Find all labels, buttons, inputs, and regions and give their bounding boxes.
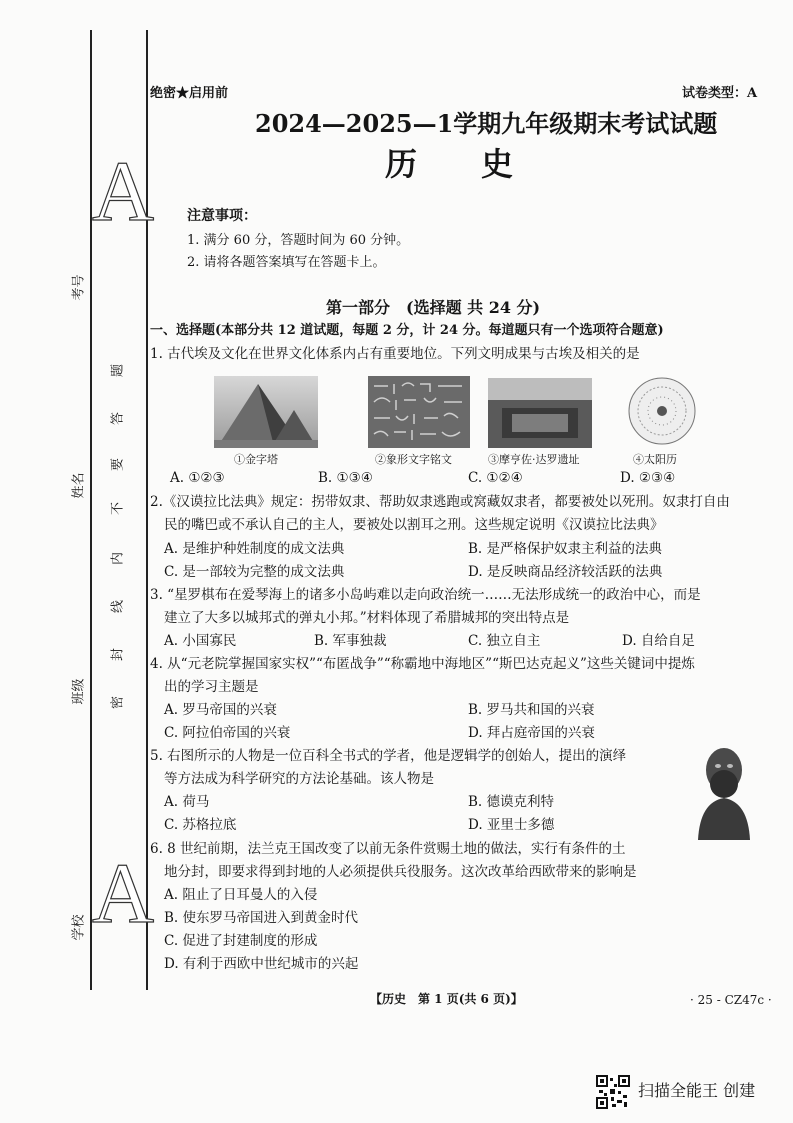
seal-char: 线 (110, 600, 126, 614)
label-xingming-text: 姓名 (71, 472, 87, 499)
image-caption: ①金字塔 (234, 453, 278, 466)
image-caption: ②象形文字铭文 (375, 453, 452, 466)
seal-char: 答 (110, 412, 126, 426)
seal-char: 题 (110, 364, 126, 378)
pyramid-drawing (214, 376, 318, 448)
question-4-stem: 出的学习主题是 (164, 679, 259, 695)
mohenjo-daro-drawing (488, 378, 592, 448)
image-caption: ③摩亨佐·达罗遗址 (488, 453, 580, 466)
seal-char: 密 (110, 696, 126, 710)
image-caption: ④太阳历 (633, 453, 677, 466)
question-6-option[interactable]: B. 使东罗马帝国进入到黄金时代 (164, 910, 359, 926)
label-banji-text: 班级 (71, 678, 87, 705)
question-2-option[interactable]: D. 是反映商品经济较活跃的法典 (468, 564, 663, 580)
question-3-option[interactable]: C. 独立自主 (468, 633, 541, 649)
question-1-option[interactable]: B. ①③④ (318, 470, 373, 486)
question-4-option[interactable]: C. 阿拉伯帝国的兴衰 (164, 725, 291, 741)
label-banji (68, 675, 87, 705)
question-3-option[interactable]: B. 军事独裁 (314, 633, 387, 649)
question-5-option[interactable]: B. 德谟克利特 (468, 794, 555, 810)
aristotle-bust-image (688, 740, 760, 840)
question-5-option[interactable]: A. 荷马 (164, 794, 210, 810)
question-3-option[interactable]: D. 自给自足 (622, 633, 695, 649)
watermark-a-top: A (92, 143, 155, 239)
question-2-stem: 民的嘴巴或不承认自己的主人，要被处以割耳之刑。这些规定说明《汉谟拉比法典》 (164, 517, 664, 533)
secret-label: 绝密★启用前 (150, 86, 229, 101)
question-2-option[interactable]: A. 是维护种姓制度的成文法典 (164, 541, 345, 557)
notice-heading: 注意事项： (187, 208, 257, 224)
question-4-option[interactable]: B. 罗马共和国的兴衰 (468, 702, 595, 718)
seal-char: 内 (110, 552, 126, 566)
watermark-a-bottom: A (92, 845, 155, 941)
solar-calendar-drawing (626, 375, 698, 447)
question-2-option[interactable]: C. 是一部较为完整的成文法典 (164, 564, 345, 580)
hieroglyph-drawing (368, 376, 470, 448)
subject-title: 历 史 (385, 145, 514, 183)
hieroglyph-image (368, 376, 470, 448)
question-1-option[interactable]: D. ②③④ (620, 470, 676, 486)
question-6-option[interactable]: C. 促进了封建制度的形成 (164, 933, 318, 949)
mohenjo-daro-image (488, 378, 592, 448)
notice-item: 1. 满分 60 分，答题时间为 60 分钟。 (187, 233, 410, 248)
question-4-option[interactable]: D. 拜占庭帝国的兴衰 (468, 725, 595, 741)
question-3-option[interactable]: A. 小国寡民 (164, 633, 237, 649)
question-2-stem: 2.《汉谟拉比法典》规定：拐带奴隶、帮助奴隶逃跑或窝藏奴隶者，都要被处以死刑。奴隶打自由 (150, 494, 730, 510)
bust-drawing (688, 740, 760, 840)
seal-char: 要 (110, 458, 126, 472)
label-xingming (68, 469, 87, 499)
seal-char: 封 (110, 648, 126, 662)
pyramid-image (214, 376, 318, 448)
question-3-stem: 3. “星罗棋布在爱琴海上的诸多小岛屿难以走向政治统一……无法形成统一的政治中心，而是 (150, 587, 701, 603)
part1-title: 第一部分 (选择题 共 24 分) (326, 298, 541, 317)
part1-instruction: 一、选择题(本部分共 12 道试题，每题 2 分，计 24 分。每道题只有一个选项符合题意) (150, 323, 664, 338)
paper-code: · 25 - CZ47c · (690, 993, 772, 1007)
question-6-option[interactable]: D. 有利于西欧中世纪城市的兴起 (164, 956, 359, 972)
label-kaohao-text: 考号 (71, 274, 87, 301)
question-4-option[interactable]: A. 罗马帝国的兴衰 (164, 702, 277, 718)
question-5-stem: 5. 右图所示的人物是一位百科全书式的学者，他是逻辑学的创始人，提出的演绎 (150, 748, 627, 764)
label-kaohao (68, 271, 87, 301)
seal-char: 不 (110, 502, 126, 516)
question-1-option[interactable]: C. ①②④ (468, 470, 523, 486)
question-1-stem: 1. 古代埃及文化在世界文化体系内占有重要地位。下列文明成果与古埃及相关的是 (150, 346, 640, 362)
qr-code-drawing (596, 1075, 630, 1109)
notice-item: 2. 请将各题答案填写在答题卡上。 (187, 255, 386, 270)
question-5-option[interactable]: D. 亚里士多德 (468, 817, 555, 833)
question-1-option[interactable]: A. ①②③ (170, 470, 225, 486)
qr-code-icon (596, 1075, 630, 1109)
question-6-option[interactable]: A. 阻止了日耳曼人的入侵 (164, 887, 318, 903)
label-xuexiao (68, 911, 87, 941)
question-6-stem: 6. 8 世纪前期，法兰克王国改变了以前无条件赏赐土地的做法，实行有条件的土 (150, 841, 626, 857)
page-footer: 【历史 第 1 页(共 6 页)】 (370, 992, 523, 1006)
exam-title: 2024—2025—1学期九年级期末考试试题 (255, 109, 718, 138)
scanner-watermark: 扫描全能王 创建 (638, 1081, 756, 1100)
solar-calendar-image (626, 375, 698, 447)
question-4-stem: 4. 从“元老院掌握国家实权”“布匿战争”“称霸地中海地区”“斯巴达克起义”这些关键词中提炼 (150, 656, 695, 672)
question-5-stem: 等方法成为科学研究的方法论基础。该人物是 (164, 771, 434, 787)
question-3-stem: 建立了大多以城邦式的弹丸小邦。”材料体现了希腊城邦的突出特点是 (164, 610, 570, 626)
question-6-stem: 地分封，即要求得到封地的人必须提供兵役服务。这次改革给西欧带来的影响是 (164, 864, 637, 880)
label-xuexiao-text: 学校 (71, 914, 87, 941)
paper-type: 试卷类型：A (682, 86, 758, 101)
question-2-option[interactable]: B. 是严格保护奴隶主利益的法典 (468, 541, 663, 557)
question-5-option[interactable]: C. 苏格拉底 (164, 817, 237, 833)
